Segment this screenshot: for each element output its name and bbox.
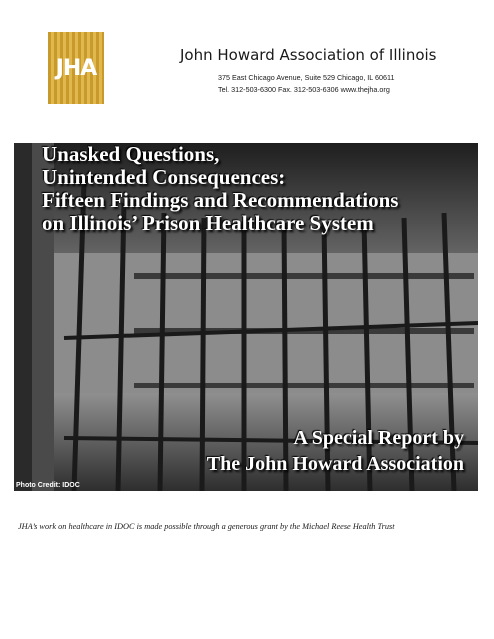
title-line: on Illinois’ Prison Healthcare System xyxy=(42,211,374,235)
cover-photo xyxy=(14,143,478,491)
report-subtitle xyxy=(207,425,464,477)
funding-note: JHA’s work on healthcare in IDOC is made possible through a generous grant by the Michael Reese Health Trust xyxy=(18,522,395,531)
title-line: Unasked Questions, xyxy=(42,143,220,166)
title-line: Fifteen Findings and Recommendations xyxy=(42,188,399,212)
address-line: 375 East Chicago Avenue, Suite 529 Chicago, IL 60611 xyxy=(218,73,395,82)
organization-name: John Howard Association of Illinois xyxy=(180,46,437,64)
title-line: Unintended Consequences: xyxy=(42,165,286,189)
contact-line: Tel. 312-503-6300 Fax. 312-503-6306 www.thejha.org xyxy=(218,85,390,94)
subtitle-line: The John Howard Association xyxy=(206,453,464,475)
report-title xyxy=(42,143,398,235)
logo-text: JHA xyxy=(55,55,97,81)
jha-logo xyxy=(48,32,104,104)
photo-credit: Photo Credit: IDOC xyxy=(16,482,80,489)
subtitle-line: A Special Report by xyxy=(293,427,464,449)
